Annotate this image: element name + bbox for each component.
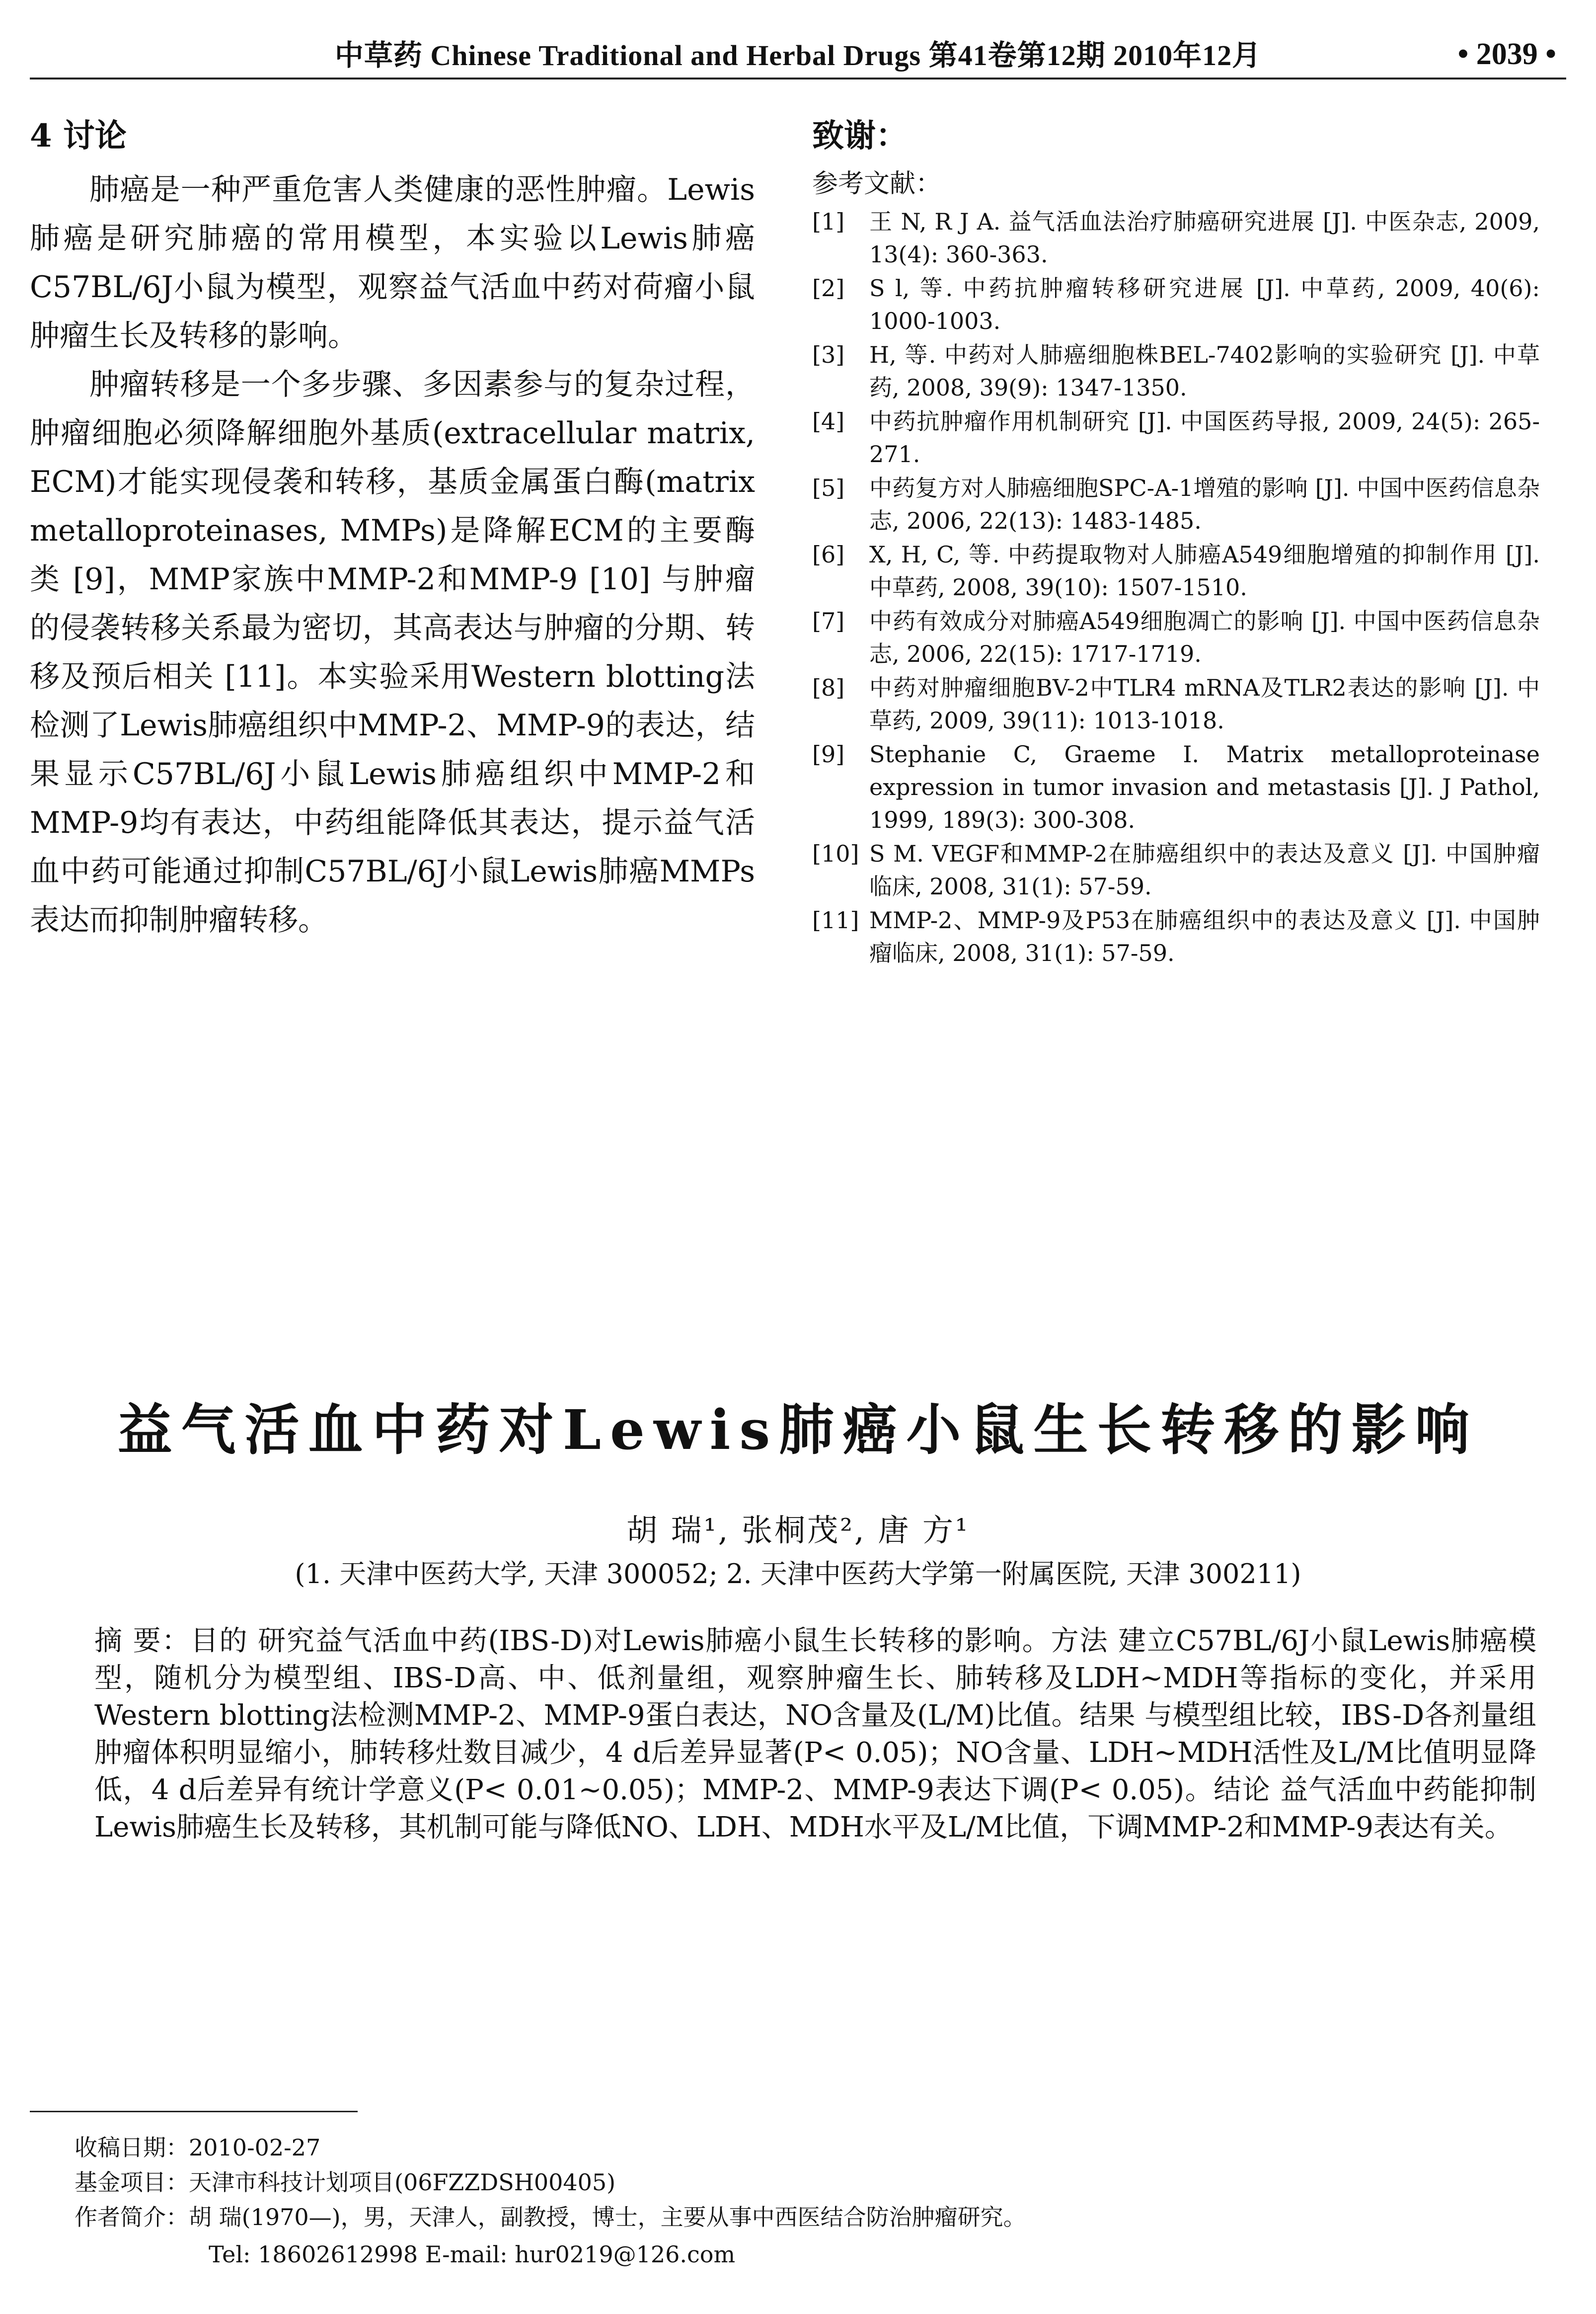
right-column bbox=[812, 112, 1540, 970]
reference-text: 王 N, R J A. 益气活血法治疗肺癌研究进展 [J]. 中医杂志, 2009, 13(4): 360-363. bbox=[869, 208, 1540, 268]
reference-item bbox=[812, 605, 1540, 670]
reference-list bbox=[812, 205, 1540, 969]
page-number: • 2039 • bbox=[1457, 37, 1556, 71]
reference-text: H, 等. 中药对人肺癌细胞株BEL-7402影响的实验研究 [J]. 中草药, 2008, 39(9): 1347-1350. bbox=[869, 341, 1540, 401]
footnote-fund: 基金项目：天津市科技计划项目(06FZZDSH00405) bbox=[75, 2169, 616, 2196]
reference-number: [2] bbox=[812, 275, 845, 302]
journal-title: 中草药 Chinese Traditional and Herbal Drugs 第41卷第12期 2010年12月 bbox=[334, 39, 1262, 72]
paragraph: 肺癌是一种严重危害人类健康的恶性肿瘤。Lewis肺癌是研究肺癌的常用模型，本实验以Lewis肺癌C57BL/6J小鼠为模型，观察益气活血中药对荷瘤小鼠肿瘤生长及转移的影响。 bbox=[30, 172, 755, 353]
reference-text: MMP-2、MMP-9及P53在肺癌组织中的表达及意义 [J]. 中国肿瘤临床, 2008, 31(1): 57-59. bbox=[869, 907, 1540, 966]
acknowledgement-heading: 致谢： bbox=[812, 117, 908, 155]
abstract: 摘 要：目的 研究益气活血中药(IBS-D)对Lewis肺癌小鼠生长转移的影响。方法 建立C57BL/6J小鼠Lewis肺癌模型，随机分为模型组、IBS-D高、中、低剂量组，观察肿瘤生长、肺转移及LDH~MDH等指标的变化，并采用Western blotting法检测MMP-2、MMP-9蛋白表达，NO含量及(L/M)比值。结果 与模型组比较，IBS-D各剂量组肿瘤体积明显缩小，肺转移灶数目减少，4 d后差异显著(P< 0.05)；NO含量、LDH~MDH活性及L/M比值明显降低，4 d后差异有统计学意义(P< 0.01~0.05)；MMP-2、MMP-9表达下调(P< 0.05)。结论 益气活血中药能抑制Lewis肺癌生长及转移，其机制可能与降低NO、LDH、MDH水平及L/M比值，下调MMP-2和MMP-9表达有关。 bbox=[94, 1625, 1536, 1843]
footnote-received: 收稿日期：2010-02-27 bbox=[75, 2134, 321, 2161]
reference-item bbox=[812, 405, 1540, 471]
reference-item bbox=[812, 671, 1540, 737]
reference-number: [11] bbox=[812, 907, 859, 934]
reference-number: [10] bbox=[812, 840, 859, 867]
reference-item bbox=[812, 837, 1540, 903]
discussion-body bbox=[30, 165, 755, 945]
reference-text: S l, 等. 中药抗肿瘤转移研究进展 [J]. 中草药, 2009, 40(6): 1000-1003. bbox=[869, 275, 1540, 334]
reference-number: [9] bbox=[812, 741, 845, 768]
footnote-divider bbox=[30, 2111, 358, 2112]
reference-number: [5] bbox=[812, 475, 845, 501]
reference-number: [6] bbox=[812, 541, 845, 568]
references-heading: 参考文献： bbox=[812, 169, 942, 199]
reference-text: 中药复方对人肺癌细胞SPC-A-1增殖的影响 [J]. 中国中医药信息杂志, 2006, 22(13): 1483-1485. bbox=[869, 475, 1540, 534]
authors: 胡 瑞¹, 张桐茂², 唐 方¹ bbox=[626, 1512, 970, 1548]
reference-item bbox=[812, 538, 1540, 604]
reference-text: 中药对肿瘤细胞BV-2中TLR4 mRNA及TLR2表达的影响 [J]. 中草药, 2009, 39(11): 1013-1018. bbox=[869, 674, 1540, 734]
reference-number: [1] bbox=[812, 208, 845, 235]
footnote-contact: Tel: 18602612998 E-mail: hur0219@126.com bbox=[209, 2241, 736, 2268]
english-title: 益气活血中药对Lewis肺癌小鼠生长转移的影响 bbox=[117, 1398, 1479, 1462]
reference-text: 中药有效成分对肺癌A549细胞凋亡的影响 [J]. 中国中医药信息杂志, 2006, 22(15): 1717-1719. bbox=[869, 608, 1540, 667]
reference-item bbox=[812, 272, 1540, 337]
reference-item bbox=[812, 904, 1540, 969]
running-header bbox=[30, 28, 1566, 80]
reference-text: X, H, C, 等. 中药提取物对人肺癌A549细胞增殖的抑制作用 [J]. 中草药, 2008, 39(10): 1507-1510. bbox=[869, 541, 1540, 601]
reference-number: [4] bbox=[812, 408, 845, 435]
reference-number: [3] bbox=[812, 341, 845, 368]
section-heading: 4 讨论 bbox=[30, 117, 127, 155]
reference-item bbox=[812, 472, 1540, 537]
reference-text: 中药抗肿瘤作用机制研究 [J]. 中国医药导报, 2009, 24(5): 265-271. bbox=[869, 408, 1540, 468]
reference-item bbox=[812, 205, 1540, 271]
reference-item bbox=[812, 338, 1540, 404]
reference-number: [7] bbox=[812, 608, 845, 635]
affiliation: (1. 天津中医药大学, 天津 300052; 2. 天津中医药大学第一附属医院, 天津 300211) bbox=[295, 1558, 1301, 1590]
left-column bbox=[30, 112, 755, 945]
reference-item bbox=[812, 738, 1540, 836]
footnote-author-bio: 作者简介：胡 瑞(1970—)，男，天津人，副教授，博士，主要从事中西医结合防治肿瘤研究。 bbox=[75, 2204, 1026, 2231]
reference-text: Stephanie C, Graeme I. Matrix metalloproteinase expression in tumor invasion and metastasis [J]. J Pathol, 1999, 189(3): 300-308. bbox=[869, 741, 1540, 833]
paragraph: 肿瘤转移是一个多步骤、多因素参与的复杂过程，肿瘤细胞必须降解细胞外基质(extracellular matrix, ECM)才能实现侵袭和转移，基质金属蛋白酶(matrix metalloproteinases, MMPs)是降解ECM的主要酶类 [9]，MMP家族中MMP-2和MMP-9 [10] 与肿瘤的侵袭转移关系最为密切，其高表达与肿瘤的分期、转移及预后相关 [11]。本实验采用Western blotting法检测了Lewis肺癌组织中MMP-2、MMP-9的表达，结果显示C57BL/6J小鼠Lewis肺癌组织中MMP-2和MMP-9均有表达，中药组能降低其表达，提示益气活血中药可能通过抑制C57BL/6J小鼠Lewis肺癌MMPs表达而抑制肿瘤转移。 bbox=[30, 367, 755, 938]
reference-text: S M. VEGF和MMP-2在肺癌组织中的表达及意义 [J]. 中国肿瘤临床, 2008, 31(1): 57-59. bbox=[869, 840, 1540, 900]
reference-number: [8] bbox=[812, 674, 845, 701]
